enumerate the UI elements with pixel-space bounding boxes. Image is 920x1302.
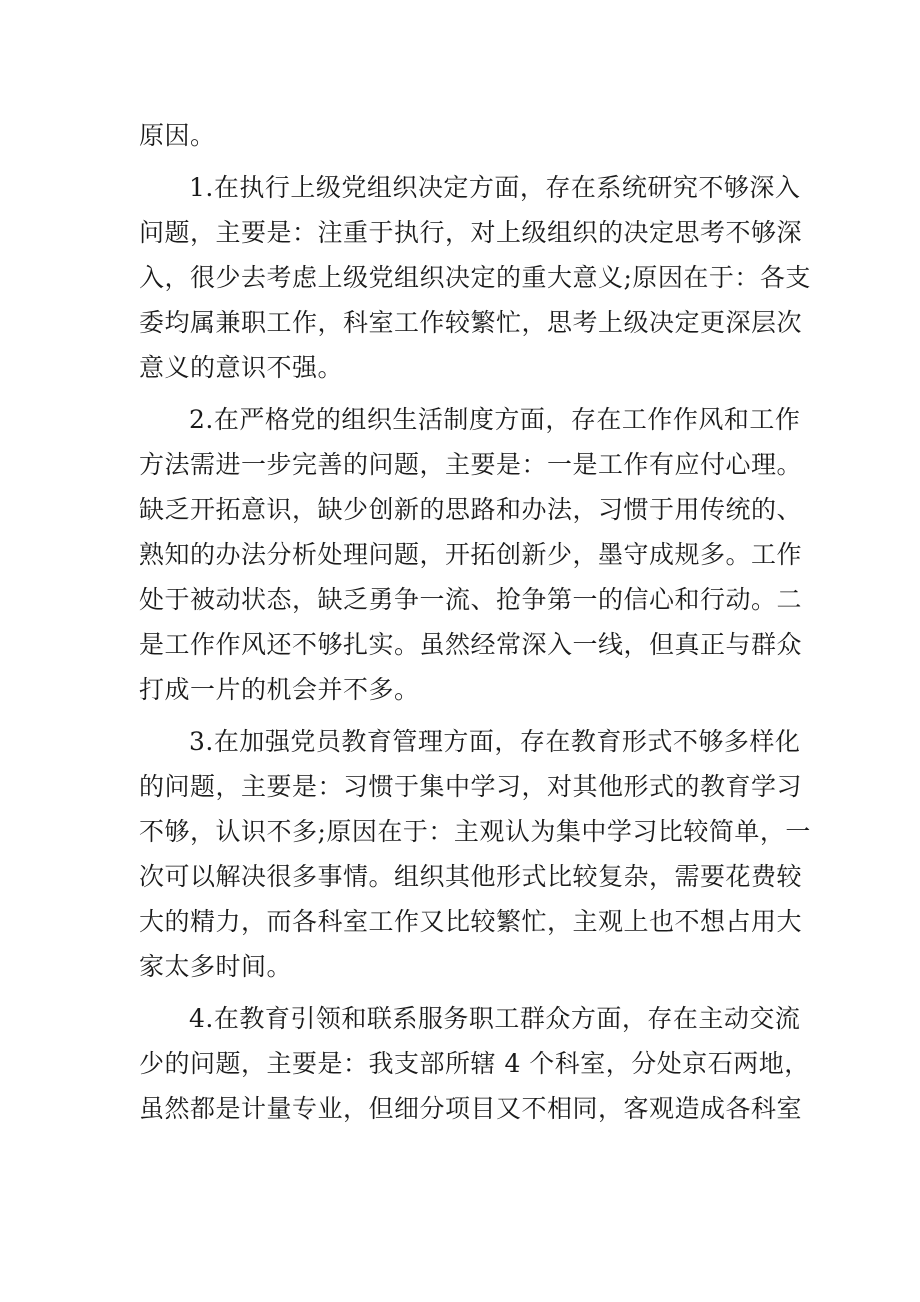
- paragraph-item-1: [139, 165, 811, 390]
- paragraph-continuation: [139, 113, 811, 158]
- text-line: 入，很少去考虑上级党组织决定的重大意义;原因在于：各支: [139, 263, 811, 292]
- paragraph-item-4: [139, 996, 811, 1131]
- text-line: 是工作作风还不够扎实。虽然经常深入一线，但真正与群众: [139, 630, 803, 659]
- text-line: 少的问题，主要是：我支部所辖 4 个科室，分处京石两地，: [139, 1049, 810, 1078]
- text-line: 原因。: [139, 121, 216, 150]
- text-line: 缺乏开拓意识，缺少创新的思路和办法，习惯于用传统的、: [139, 495, 803, 524]
- text-line: 打成一片的机会并不多。: [139, 675, 420, 704]
- text-line: 大的精力，而各科室工作又比较繁忙，主观上也不想占用大: [139, 907, 803, 936]
- text-line: 次可以解决很多事情。组织其他形式比较复杂，需要花费较: [139, 862, 803, 891]
- text-line: 1.在执行上级党组织决定方面，存在系统研究不够深入: [189, 173, 801, 202]
- paragraph-item-2: [139, 397, 811, 712]
- text-line: 处于被动状态，缺乏勇争一流、抢争第一的信心和行动。二: [139, 585, 803, 614]
- paragraph-item-3: [139, 719, 811, 989]
- text-line: 3.在加强党员教育管理方面，存在教育形式不够多样化: [189, 727, 801, 756]
- text-line: 委均属兼职工作，科室工作较繁忙，思考上级决定更深层次: [139, 308, 803, 337]
- text-line: 意义的意识不强。: [139, 353, 344, 382]
- document-body: [139, 113, 811, 1138]
- text-line: 方法需进一步完善的问题，主要是：一是工作有应付心理。: [139, 450, 803, 479]
- text-line: 问题，主要是：注重于执行，对上级组织的决定思考不够深: [139, 218, 803, 247]
- text-line: 2.在严格党的组织生活制度方面，存在工作作风和工作: [189, 405, 801, 434]
- text-line: 不够，认识不多;原因在于：主观认为集中学习比较简单，一: [139, 817, 811, 846]
- text-line: 熟知的办法分析处理问题，开拓创新少，墨守成规多。工作: [139, 540, 803, 569]
- text-line: 的问题，主要是：习惯于集中学习，对其他形式的教育学习: [139, 772, 803, 801]
- text-line: 虽然都是计量专业，但细分项目又不相同，客观造成各科室: [139, 1094, 803, 1123]
- text-line: 4.在教育引领和联系服务职工群众方面，存在主动交流: [189, 1004, 801, 1033]
- text-line: 家太多时间。: [139, 952, 293, 981]
